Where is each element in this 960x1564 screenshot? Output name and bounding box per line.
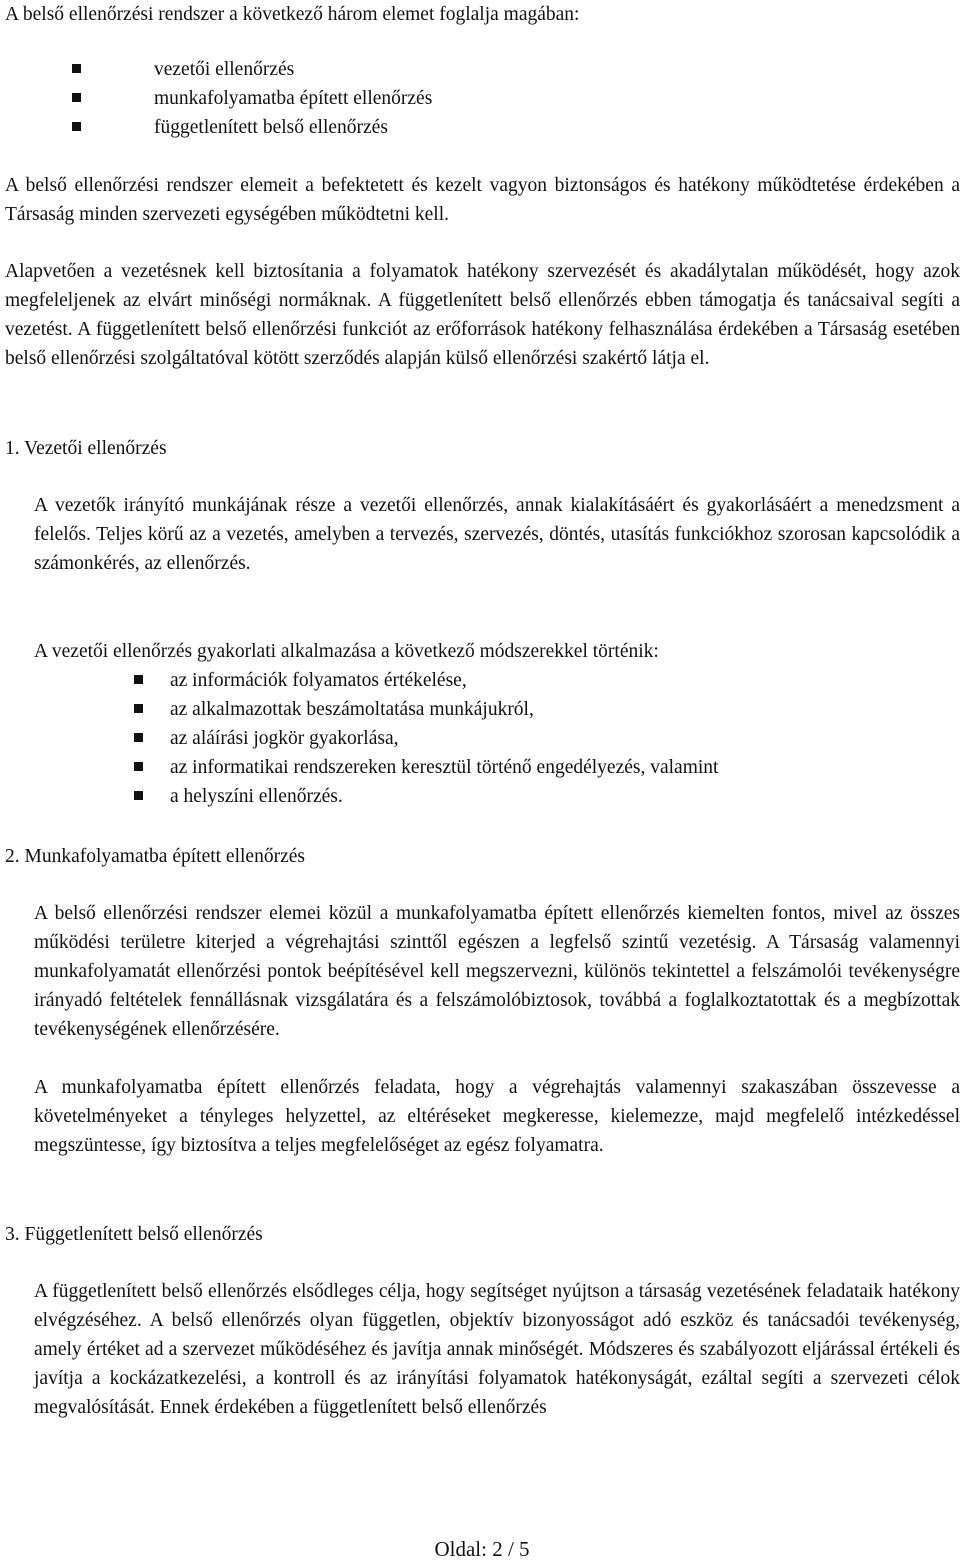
list-item-label: munkafolyamatba épített ellenőrzés xyxy=(154,88,433,109)
square-bullet-icon xyxy=(134,733,143,742)
section-2-text-1: A belső ellenőrzési rendszer elemei közül a munkafolyamatba épített ellenőrzés kiemelten fontos, mivel az összes működési területre kiterjed a végrehajtási szinttől egészen a legfelső szintű vezetésig. A Társaság valamennyi munkafolyamatát ellenőrzési pontok beépítésével kell megszervezni, különös tekintettel a felszámolói tevékenységre irányadó feltételek fennállásnak vizsgálatára és a felszámolóbiztosok, továbbá a foglalkoztatottak és a megbízottak tevékenységének ellenőrzésére. xyxy=(34,903,960,1040)
section-3-text: A függetlenített belső ellenőrzés elsődleges célja, hogy segítséget nyújtson a társaság vezetésének feladataik hatékony elvégzéséhez. A belső ellenőrzés olyan független, objektív bizonyosságot adó eszköz és tanácsadói tevékenység, amely értéket ad a szervezet működéséhez és javítja annak minőségét. Módszeres és szabályozott eljárással értékeli és javítja a kockázatkezelési, a kontroll és az irányítási folyamatok hatékonyságát, ezáltal segíti a szervezeti célok megvalósítását. Ennek érdekében a függetlenített belső ellenőrzés xyxy=(34,1281,960,1418)
list-item-label: az informatikai rendszereken keresztül történő engedélyezés, valamint xyxy=(170,757,719,778)
square-bullet-icon xyxy=(134,675,143,684)
intro-text: A belső ellenőrzési rendszer a következő három elemet foglalja magában: xyxy=(5,4,580,25)
list-item xyxy=(72,113,432,142)
square-bullet-icon xyxy=(72,64,81,73)
paragraph-system-elements: A belső ellenőrzési rendszer elemeit a befektetett és kezelt vagyon biztonságos és hatékony működtetése érdekében a Társaság minden szervezeti egységében működtetni kell. xyxy=(5,175,960,225)
list-item xyxy=(134,753,718,782)
list-item-label: függetlenített belső ellenőrzés xyxy=(154,117,388,138)
list-item xyxy=(134,666,718,695)
list-item xyxy=(134,782,718,811)
section-1-methods-intro: A vezetői ellenőrzés gyakorlati alkalmazása a következő módszerekkel történik: xyxy=(34,641,659,662)
list-item-label: a helyszíni ellenőrzés. xyxy=(170,786,343,807)
list-item xyxy=(134,724,718,753)
list-item-label: az információk folyamatos értékelése, xyxy=(170,670,467,691)
section-1-text: A vezetők irányító munkájának része a vezetői ellenőrzés, annak kialakításáért és gyakorlásáért a menedzsment a felelős. Teljes körű az a vezetés, amelyben a tervezés, szervezés, döntés, utasítás funkciókhoz szorosan kapcsolódik a számonkérés, az ellenőrzés. xyxy=(34,495,960,574)
list-item xyxy=(72,84,432,113)
square-bullet-icon xyxy=(134,791,143,800)
list-item xyxy=(134,695,718,724)
square-bullet-icon xyxy=(72,122,81,131)
square-bullet-icon xyxy=(72,93,81,102)
intro-element-list xyxy=(72,55,432,142)
section-2-heading: 2. Munkafolyamatba épített ellenőrzés xyxy=(5,846,305,867)
page-footer xyxy=(0,1535,960,1564)
paragraph-management-role: Alapvetően a vezetésnek kell biztosítania a folyamatok hatékony szervezését és akadálytalan működését, hogy azok megfeleljenek az elvárt minőségi normáknak. A függetlenített belső ellenőrzés ebben támogatja és tanácsaival segíti a vezetést. A függetlenített belső ellenőrzési funkciót az erőforrások hatékony felhasználása érdekében a Társaság esetében belső ellenőrzési szolgáltatóval kötött szerződés alapján külső ellenőrzési szakértő látja el. xyxy=(5,261,960,369)
list-item-label: vezetői ellenőrzés xyxy=(154,59,295,80)
section-3-heading: 3. Függetlenített belső ellenőrzés xyxy=(5,1224,263,1245)
square-bullet-icon xyxy=(134,704,143,713)
square-bullet-icon xyxy=(134,762,143,771)
list-item-label: az aláírási jogkör gyakorlása, xyxy=(170,728,399,749)
section-2-text-2: A munkafolyamatba épített ellenőrzés feladata, hogy a végrehajtás valamennyi szakaszában összevesse a követelményeket a tényleges helyzettel, az eltéréseket megkeresse, kielemezze, majd megfelelő intézkedéssel megszüntesse, így biztosítva a teljes megfelelőséget az egész folyamatra. xyxy=(34,1077,960,1156)
section-1-heading: 1. Vezetői ellenőrzés xyxy=(5,438,167,459)
list-item-label: az alkalmazottak beszámoltatása munkájukról, xyxy=(170,699,534,720)
list-item xyxy=(72,55,432,84)
page-number: Oldal: 2 / 5 xyxy=(434,1537,530,1561)
methods-list xyxy=(134,666,718,811)
